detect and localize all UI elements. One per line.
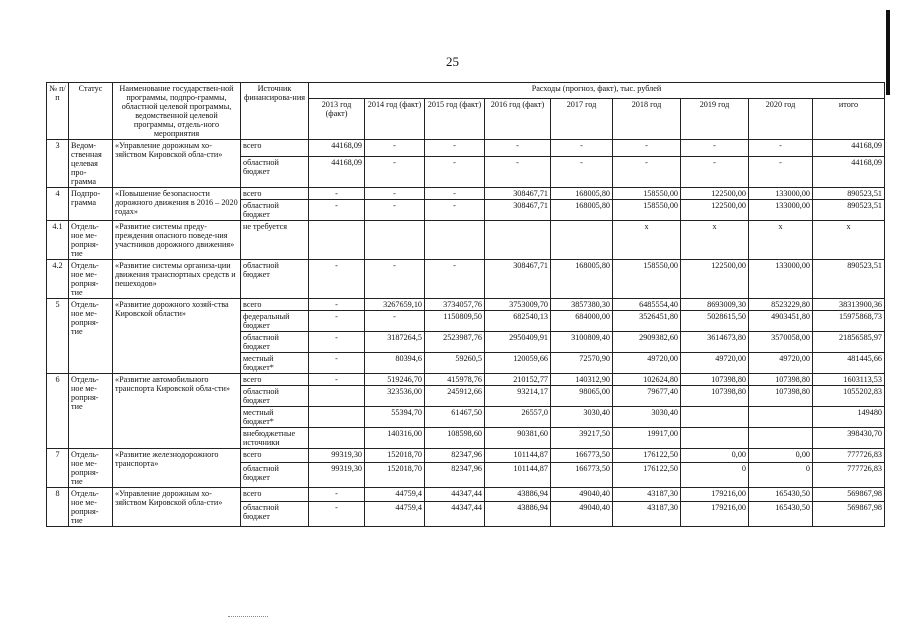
row-value: - (365, 311, 425, 332)
header-year: 2020 год (749, 99, 813, 140)
row-value: 61467,50 (425, 407, 485, 428)
row-number: 3 (47, 140, 69, 188)
row-value: - (309, 311, 365, 332)
row-value: 59260,5 (425, 353, 485, 374)
row-value: 398430,70 (813, 428, 885, 449)
row-value: 3267659,10 (365, 299, 425, 311)
row-value: 682540,13 (485, 311, 551, 332)
row-value: 168005,80 (551, 260, 613, 299)
row-value: 210152,77 (485, 374, 551, 386)
row-source: всего (241, 488, 309, 502)
row-value: 44759,4 (365, 488, 425, 502)
row-source: областной бюджет (241, 332, 309, 353)
row-source: областной бюджет (241, 502, 309, 527)
row-value: - (681, 140, 749, 157)
row-value: 43187,30 (613, 488, 681, 502)
row-value: 2950409,91 (485, 332, 551, 353)
row-value: - (613, 157, 681, 188)
row-value: - (365, 157, 425, 188)
row-value: 44347,44 (425, 502, 485, 527)
row-value (309, 428, 365, 449)
row-value: 777726,83 (813, 449, 885, 463)
row-value: 39217,50 (551, 428, 613, 449)
row-value: 165430,50 (749, 488, 813, 502)
row-value: 3526451,80 (613, 311, 681, 332)
row-value: 49720,00 (681, 353, 749, 374)
row-number: 4 (47, 188, 69, 221)
row-value: 8693009,30 (681, 299, 749, 311)
row-value: - (425, 157, 485, 188)
row-value: 19917,00 (613, 428, 681, 449)
row-value: 79677,40 (613, 386, 681, 407)
row-value: 44759,4 (365, 502, 425, 527)
row-value: 15975868,73 (813, 311, 885, 332)
row-value: - (551, 140, 613, 157)
row-value: 1603113,53 (813, 374, 885, 386)
row-value: - (613, 140, 681, 157)
row-name: «Развитие системы преду-преждения опасного поведе-ния участников дорожного движения» (113, 221, 241, 260)
header-year: 2014 год (факт) (365, 99, 425, 140)
row-value: x (813, 221, 885, 260)
row-value: 107398,80 (749, 386, 813, 407)
row-value: 44168,09 (309, 140, 365, 157)
row-value: 3857380,30 (551, 299, 613, 311)
table-row (47, 488, 885, 502)
row-value: 43187,30 (613, 502, 681, 527)
row-value: 44168,09 (813, 140, 885, 157)
row-source: всего (241, 188, 309, 200)
row-value (749, 428, 813, 449)
table-row (47, 374, 885, 386)
row-status: Подпро-грамма (69, 188, 113, 221)
row-name: «Развитие железнодорожного транспорта» (113, 449, 241, 488)
row-value: 2909382,60 (613, 332, 681, 353)
row-source: областной бюджет (241, 386, 309, 407)
header-year: 2013 год (факт) (309, 99, 365, 140)
row-name: «Управление дорожным хо-зяйством Кировской обла-сти» (113, 140, 241, 188)
row-value: 158550,00 (613, 188, 681, 200)
row-value (309, 386, 365, 407)
row-value: x (613, 221, 681, 260)
footer-mark (228, 616, 268, 618)
row-value: - (425, 188, 485, 200)
row-value: - (425, 200, 485, 221)
row-status: Отдель-ное ме-ропрня-тие (69, 488, 113, 527)
row-value: - (485, 157, 551, 188)
row-value: 5028615,50 (681, 311, 749, 332)
row-value: - (309, 332, 365, 353)
row-source: местный бюджет* (241, 407, 309, 428)
row-value: - (749, 140, 813, 157)
row-value (681, 407, 749, 428)
row-source: внебюджетные источники (241, 428, 309, 449)
row-source: всего (241, 140, 309, 157)
row-value: - (681, 157, 749, 188)
row-value: 82347,96 (425, 449, 485, 463)
row-value: - (309, 200, 365, 221)
row-value: 44347,44 (425, 488, 485, 502)
row-value: x (681, 221, 749, 260)
row-value: 415978,76 (425, 374, 485, 386)
row-value: - (309, 299, 365, 311)
row-value: 323536,00 (365, 386, 425, 407)
row-value: 140312,90 (551, 374, 613, 386)
row-value: 90381,60 (485, 428, 551, 449)
table-row (47, 140, 885, 157)
row-value (485, 221, 551, 260)
row-number: 4.1 (47, 221, 69, 260)
row-value: 21856585,97 (813, 332, 885, 353)
row-status: Отдель-ное ме-ропрня-тие (69, 449, 113, 488)
row-value: 777726,83 (813, 463, 885, 488)
header-year: итого (813, 99, 885, 140)
row-value: 120059,66 (485, 353, 551, 374)
row-value: 122500,00 (681, 200, 749, 221)
row-value: 684000,00 (551, 311, 613, 332)
budget-table (46, 82, 885, 527)
row-status: Отдель-ное ме-ропрня-тие (69, 374, 113, 449)
row-value: 55394,70 (365, 407, 425, 428)
row-value: 98065,00 (551, 386, 613, 407)
row-value: - (425, 260, 485, 299)
header-year: 2018 год (613, 99, 681, 140)
row-value: 102624,80 (613, 374, 681, 386)
row-value: 133000,00 (749, 200, 813, 221)
row-source: федеральный бюджет (241, 311, 309, 332)
row-value: 569867,98 (813, 502, 885, 527)
row-value (309, 221, 365, 260)
row-value: 1055202,83 (813, 386, 885, 407)
row-name: «Развитие автомобильного транспорта Кировской обла-сти» (113, 374, 241, 449)
table-row (47, 260, 885, 299)
row-value: 107398,80 (681, 374, 749, 386)
header-no: № п/п (47, 83, 69, 140)
row-source: всего (241, 449, 309, 463)
row-value: 158550,00 (613, 200, 681, 221)
row-source: областной бюджет (241, 200, 309, 221)
row-status: Отдель-ное ме-ропрня-тие (69, 221, 113, 260)
row-value: 43886,94 (485, 488, 551, 502)
row-value: 80394,6 (365, 353, 425, 374)
row-value: 149480 (813, 407, 885, 428)
table-row (47, 299, 885, 311)
row-value: 3030,40 (551, 407, 613, 428)
row-value: 168005,80 (551, 188, 613, 200)
row-value: 122500,00 (681, 188, 749, 200)
row-value: - (309, 502, 365, 527)
row-value: 176122,50 (613, 449, 681, 463)
row-value: 49720,00 (613, 353, 681, 374)
row-status: Ведом-ственная целевая про-грамма (69, 140, 113, 188)
header-year: 2019 год (681, 99, 749, 140)
row-value: 0,00 (749, 449, 813, 463)
row-value: 1150809,50 (425, 311, 485, 332)
row-value: 3734057,76 (425, 299, 485, 311)
row-source: областной бюджет (241, 157, 309, 188)
row-value: 72570,90 (551, 353, 613, 374)
row-value: 8523229,80 (749, 299, 813, 311)
row-value: - (309, 260, 365, 299)
row-value: 49040,40 (551, 488, 613, 502)
row-value: x (749, 221, 813, 260)
row-value (551, 221, 613, 260)
row-value: 152018,70 (365, 449, 425, 463)
row-name: «Развитие дорожного хозяй-ства Кировской области» (113, 299, 241, 374)
row-value: 6485554,40 (613, 299, 681, 311)
row-value: - (485, 140, 551, 157)
row-value: 44168,09 (813, 157, 885, 188)
row-value: - (425, 140, 485, 157)
row-value: 519246,70 (365, 374, 425, 386)
row-name: «Развитие системы организа-ции движения транспортных средств и пешеходов» (113, 260, 241, 299)
row-value: - (309, 188, 365, 200)
row-value: 26557,0 (485, 407, 551, 428)
row-value: 3100809,40 (551, 332, 613, 353)
row-value: 3614673,80 (681, 332, 749, 353)
row-value: 179216,00 (681, 488, 749, 502)
row-value: - (309, 374, 365, 386)
row-value: 107398,80 (681, 386, 749, 407)
row-value: 0 (681, 463, 749, 488)
row-value: 179216,00 (681, 502, 749, 527)
row-value (309, 407, 365, 428)
row-name: «Управление дорожным хо-зяйством Кировской обла-сти» (113, 488, 241, 527)
row-value: - (365, 140, 425, 157)
row-value: 166773,50 (551, 463, 613, 488)
row-source: областной бюджет (241, 260, 309, 299)
header-expenses: Расходы (прогноз, факт), тыс. рублей (309, 83, 885, 99)
row-value: 140316,00 (365, 428, 425, 449)
page-number: 25 (446, 54, 459, 69)
row-value: 93214,17 (485, 386, 551, 407)
row-value: 3030,40 (613, 407, 681, 428)
table-row (47, 188, 885, 200)
row-value: - (749, 157, 813, 188)
row-number: 6 (47, 374, 69, 449)
row-value: - (365, 188, 425, 200)
row-value: 99319,30 (309, 449, 365, 463)
row-value: 165430,50 (749, 502, 813, 527)
row-value: 308467,71 (485, 200, 551, 221)
row-value: 890523,51 (813, 200, 885, 221)
row-value: 158550,00 (613, 260, 681, 299)
row-value: 890523,51 (813, 260, 885, 299)
row-source: всего (241, 374, 309, 386)
row-source: областной бюджет (241, 463, 309, 488)
row-number: 8 (47, 488, 69, 527)
row-value: 168005,80 (551, 200, 613, 221)
row-value: 152018,70 (365, 463, 425, 488)
row-value: - (309, 488, 365, 502)
row-value: 245912,66 (425, 386, 485, 407)
row-source: всего (241, 299, 309, 311)
row-value: 133000,00 (749, 260, 813, 299)
row-value: - (365, 200, 425, 221)
row-value (365, 221, 425, 260)
row-value: - (365, 260, 425, 299)
row-value: 82347,96 (425, 463, 485, 488)
row-value: 890523,51 (813, 188, 885, 200)
row-value: 108598,60 (425, 428, 485, 449)
row-value: 44168,09 (309, 157, 365, 188)
row-value: 308467,71 (485, 188, 551, 200)
row-value: - (551, 157, 613, 188)
row-value: 176122,50 (613, 463, 681, 488)
table-row (47, 449, 885, 463)
header-source: Источник финансирова-ния (241, 83, 309, 140)
row-value: 133000,00 (749, 188, 813, 200)
row-value: 99319,30 (309, 463, 365, 488)
header-year: 2015 год (факт) (425, 99, 485, 140)
row-value: 3753009,70 (485, 299, 551, 311)
row-value: 38313900,36 (813, 299, 885, 311)
row-value: 101144,87 (485, 449, 551, 463)
row-value (749, 407, 813, 428)
row-number: 4.2 (47, 260, 69, 299)
row-value: 308467,71 (485, 260, 551, 299)
header-year: 2017 год (551, 99, 613, 140)
row-source: местный бюджет* (241, 353, 309, 374)
row-number: 5 (47, 299, 69, 374)
row-value: 0 (749, 463, 813, 488)
row-value: 166773,50 (551, 449, 613, 463)
row-value: 122500,00 (681, 260, 749, 299)
row-value: 0,00 (681, 449, 749, 463)
row-value: 101144,87 (485, 463, 551, 488)
row-value: 569867,98 (813, 488, 885, 502)
row-value (681, 428, 749, 449)
row-value: 3570058,00 (749, 332, 813, 353)
row-value: 481445,66 (813, 353, 885, 374)
table-row (47, 221, 885, 260)
header-year: 2016 год (факт) (485, 99, 551, 140)
row-value: 3187264,5 (365, 332, 425, 353)
row-value: - (309, 353, 365, 374)
row-value: 49040,40 (551, 502, 613, 527)
row-value: 107398,80 (749, 374, 813, 386)
row-value: 2523987,76 (425, 332, 485, 353)
row-value: 49720,00 (749, 353, 813, 374)
row-value: 4903451,80 (749, 311, 813, 332)
row-name: «Повышение безопасности дорожного движения в 2016 – 2020 годах» (113, 188, 241, 221)
row-status: Отдель-ное ме-ропрня-тие (69, 299, 113, 374)
row-value: 43886,94 (485, 502, 551, 527)
row-value (425, 221, 485, 260)
row-status: Отдель-ное ме-ропрня-тие (69, 260, 113, 299)
header-status: Статус (69, 83, 113, 140)
row-number: 7 (47, 449, 69, 488)
header-name: Наименование государствен-ной программы, подпро-граммы, областной целевой программы, ведомственной целевой программы, отдель-ного мероприятия (113, 83, 241, 140)
row-source: не требуется (241, 221, 309, 260)
margin-bar (886, 10, 890, 95)
